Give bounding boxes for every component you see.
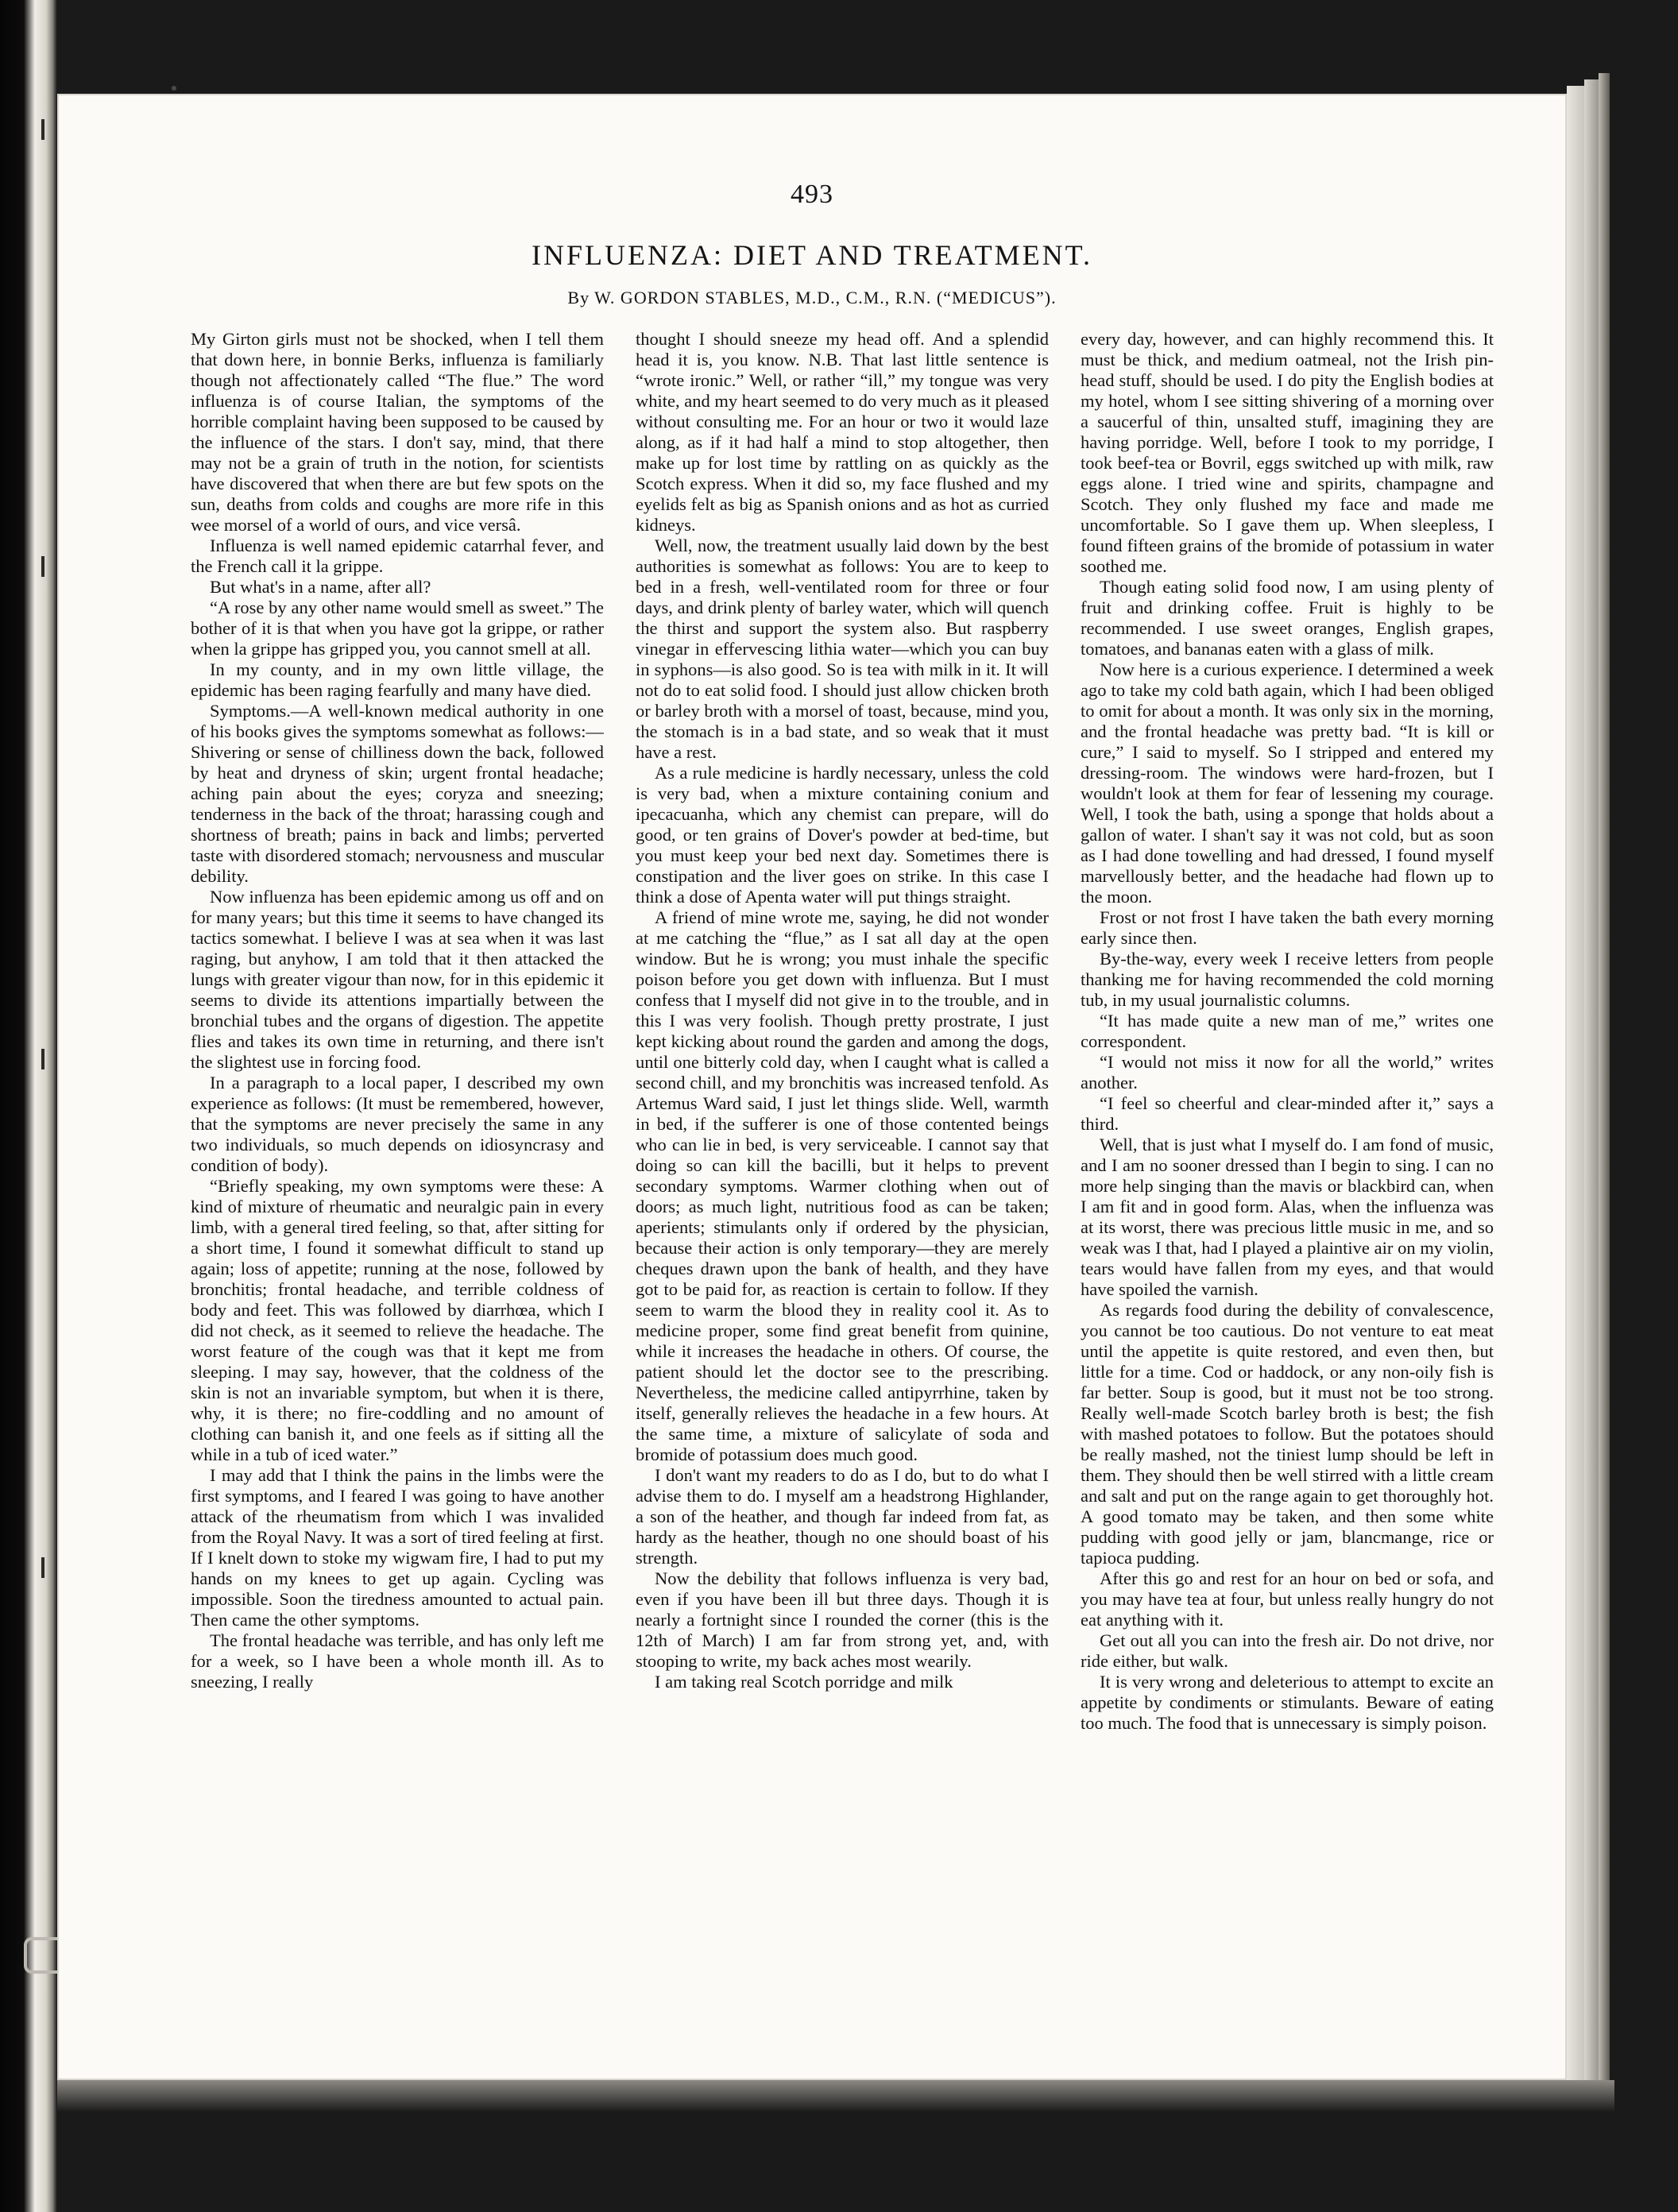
article-paragraph: Though eating solid food now, I am using plenty of fruit and drinking coffee. Fruit is highly to be recommended. I use sweet oranges, English grapes, tomatoes, and bananas eaten with a glass of milk. xyxy=(1081,577,1494,659)
article-paragraph: I may add that I think the pains in the limbs were the first symptoms, and I feared I was going to have another attack of the rheumatism from which I was invalided from the Royal Navy. It was a sort of tired feeling at first. If I knelt down to stoke my wigwam fire, I had to put my hands on my knees to get up again. Cycling was impossible. Soon the tiredness amounted to actual pain. Then came the other symptoms. xyxy=(191,1465,604,1630)
page-number: 493 xyxy=(791,180,833,209)
page-shadow xyxy=(57,2080,1614,2112)
article-paragraph: Now here is a curious experience. I determined a week ago to take my cold bath again, which I had been obliged to omit for about a month. It was only six in the morning, and the frontal headache was pretty bad. “It is kill or cure,” I said to myself. So I stripped and entered my dressing-room. The windows were hard-frozen, but I wouldn't look at them for fear of lessening my courage. Well, I took the bath, using a sponge that holds about a gallon of water. I shan't say it was not cold, but as soon as I had done towelling and had dressed, I found myself marvellously better, and the headache had flown up to the moon. xyxy=(1081,659,1494,907)
page-edge xyxy=(1567,86,1584,2088)
article-paragraph: I am taking real Scotch porridge and milk xyxy=(655,1672,953,1692)
article-paragraph: I don't want my readers to do as I do, but to do what I advise them to do. I myself am a headstrong Highlander, a son of the heather, and though far indeed from fat, as hardy as the heather, though no one should boast of his strength. xyxy=(636,1465,1049,1568)
article-paragraph: In a paragraph to a local paper, I described my own experience as follows: (It must be remembered, however, that the symptoms are never precisely the same in any two individuals, so much depends on idiosyncrasy and condition of body). xyxy=(191,1073,604,1175)
article-paragraph: “Briefly speaking, my own symptoms were these: A kind of mixture of rheumatic and neuralgic pain in every limb, with a general tired feeling, so that, after sitting for a short time, I found it somewhat difficult to stand up again; loss of appetite; running at the nose, followed by bronchitis; frontal headache, and terrible coldness of body and feet. This was followed by diarrhœa, which I did not check, as it seemed to relieve the headache. The worst feature of the cough was that it kept me from sleeping. I may say, however, that the coldness of the skin is not an invariable symptom, but when it is there, why, it is there; no fire-coddling and no amount of clothing can banish it, and one feels as if sitting all the while in a tub of iced water.” xyxy=(191,1176,604,1464)
article-paragraph: “I feel so cheerful and clear-minded after it,” says a third. xyxy=(1081,1093,1494,1134)
binding-mark xyxy=(41,1557,44,1578)
article-paragraph: In my county, and in my own little village, the epidemic has been raging fearfully and many have died. xyxy=(191,659,604,700)
binding-mark xyxy=(41,119,44,140)
article-paragraph: Get out all you can into the fresh air. Do not drive, nor ride either, but walk. xyxy=(1081,1630,1494,1671)
article-paragraph: “I would not miss it now for all the world,” writes another. xyxy=(1081,1052,1494,1092)
article-paragraph: Now influenza has been epidemic among us off and on for many years; but this time it seems to have changed its tactics somewhat. I believe I was at sea when it was last raging, but anyhow, I am told that it then attacked the lungs with greater vigour than now, for in this epidemic it seems to divide its attentions impartially between the bronchial tubes and the organs of digestion. The appetite flies and takes its own time in returning, and there isn't the slightest use in forcing food. xyxy=(191,887,604,1072)
article-paragraph: After this go and rest for an hour on bed or sofa, and you may have tea at four, but unless really hungry do not eat anything with it. xyxy=(1081,1568,1494,1630)
article-body xyxy=(191,329,1494,2037)
article-paragraph: Frost or not frost I have taken the bath every morning early since then. xyxy=(1081,907,1494,948)
article-paragraph: thought I should sneeze my head off. And a splendid head it is, you know. N.B. That last little sentence is “wrote ironic.” Well, or rather “ill,” my tongue was very white, and my heart seemed to do very much as it pleased without consulting me. For an hour or two it would laze along, as if it had half a mind to stop altogether, then make up for lost time by rattling on as quickly as the Scotch express. When it did so, my face flushed and my eyelids felt as big as Spanish onions and as hot as curried kidneys. xyxy=(636,329,1049,535)
article-paragraph: Well, that is just what I myself do. I am fond of music, and I am no sooner dressed than I begin to sing. I can no more help singing than the mavis or blackbird can, when I am fit and in good form. Alas, when the influenza was at its worst, there was precious little music in me, and so weak was I that, had I played a plaintive air on my violin, tears would have fallen from my eyes, and that would have spoiled the varnish. xyxy=(1081,1135,1494,1299)
text-column-2 xyxy=(636,329,1049,2037)
binding-mark xyxy=(41,556,44,577)
article-paragraph: My Girton girls must not be shocked, when I tell them that down here, in bonnie Berks, influenza is familiarly though not affectionately called “The flue.” The word influenza is of course Italian, the symptoms of the horrible complaint having been supposed to be caused by the influence of the stars. I don't say, mind, that there may not be a grain of truth in the notion, for scientists have discovered that when there are but few spots on the sun, deaths from colds and coughs are more rife in this wee morsel of a world of ours, and vice versâ. xyxy=(191,329,604,535)
article-paragraph: Symptoms.—A well-known medical authority in one of his books gives the symptoms somewhat as follows:—Shivering or sense of chilliness down the back, followed by heat and dryness of skin; urgent frontal headache; aching pain about the eyes; coryza and sneezing; tenderness in the back of the throat; harassing cough and shortness of breath; pains in back and limbs; perverted taste with disordered stomach; nervousness and muscular debility. xyxy=(191,701,604,886)
article-paragraph: But what's in a name, after all? xyxy=(210,577,431,597)
article-paragraph: It is very wrong and deleterious to attempt to excite an appetite by condiments or stimulants. Beware of eating too much. The food that is unnecessary is simply poison. xyxy=(1081,1672,1494,1733)
binding-mark xyxy=(41,1049,44,1069)
article-paragraph: every day, however, and can highly recommend this. It must be thick, and medium oatmeal, not the Irish pin-head stuff, should be used. I do pity the English bodies at my hotel, whom I see sitting shivering of a morning over a saucerful of thin, unsalted stuff, imagining they are having porridge. Well, before I took to my porridge, I took beef-tea or Bovril, eggs switched up with milk, raw eggs alone. I tried wine and spirits, champagne and Scotch. They only flushed my face and made me uncomfortable. So I gave them up. When sleepless, I found fifteen grains of the bromide of potassium in water soothed me. xyxy=(1081,329,1494,576)
article-paragraph: Now the debility that follows influenza is very bad, even if you have been ill but three days. Though it is nearly a fortnight since I rounded the corner (this is the 12th of March) I am far from strong yet, and, with stooping to write, my back aches most wearily. xyxy=(636,1568,1049,1671)
text-column-1 xyxy=(191,329,604,2037)
article-paragraph: A friend of mine wrote me, saying, he did not wonder at me catching the “flue,” as I sat all day at the open window. But he is wrong; you must inhale the specific poison before you get down with influenza. But I must confess that I myself did not give in to the trouble, and in this I was very foolish. Though pretty prostrate, I just kept kicking about round the garden and among the dogs, until one bitterly cold day, when I caught what is called a second chill, and my bronchitis was increased tenfold. As Artemus Ward said, I just let things slide. Well, warmth in bed, if the sufferer is one of those contented beings who can lie in bed, is very serviceable. I cannot say that doing so can kill the bacilli, but it helps to prevent secondary symptoms. Warmer clothing when out of doors; as much light, nutritious food as can be taken; aperients; stimulants only if ordered by the physician, because their action is only temporary—they are merely cheques drawn upon the bank of health, and they have got to be paid for, as reaction is certain to follow. If they seem to warm the blood they in reality cool it. As to medicine proper, some find great benefit from quinine, while it increases the headache in others. Of course, the patient should let the doctor see to the prescribing. Nevertheless, the medicine called antipyrrhine, taken by itself, generally relieves the headache in a few hours. At the same time, a mixture of salicylate of soda and bromide of potassium does much good. xyxy=(636,907,1049,1464)
text-column-3 xyxy=(1081,329,1494,2037)
article-paragraph: By-the-way, every week I receive letters from people thanking me for having recommended the cold morning tub, in my usual journalistic columns. xyxy=(1081,949,1494,1010)
page-edge xyxy=(1599,73,1610,2101)
article-byline: By W. GORDON STABLES, M.D., C.M., R.N. (“MEDICUS”). xyxy=(567,288,1057,307)
article-paragraph: Influenza is well named epidemic catarrhal fever, and the French call it la grippe. xyxy=(191,536,604,576)
book-binding xyxy=(0,0,57,2212)
document-page xyxy=(57,94,1567,2080)
article-title: INFLUENZA: DIET AND TREATMENT. xyxy=(532,239,1092,271)
scan-dust xyxy=(172,86,176,91)
article-paragraph: As a rule medicine is hardly necessary, unless the cold is very bad, when a mixture containing conium and ipecacuanha, which any chemist can prepare, will do good, or ten grains of Dover's powder at bed-time, but you must keep your bed next day. Sometimes there is constipation and the liver goes on strike. In this case I think a dose of Apenta water will put things straight. xyxy=(636,763,1049,907)
article-paragraph: Well, now, the treatment usually laid down by the best authorities is somewhat as follows: You are to keep to bed in a fresh, well-ventilated room for three or four days, and drink plenty of barley water, which will quench the thirst and support the system also. But raspberry vinegar in effervescing lithia water—which you can buy in syphons—is also good. So is tea with milk in it. It will not do to eat solid food. I should just allow chicken broth or barley broth with a morsel of toast, because, mind you, the stomach is in a bad state, and so weak that it must have a rest. xyxy=(636,536,1049,762)
page-edge xyxy=(1584,79,1599,2094)
article-paragraph: As regards food during the debility of convalescence, you cannot be too cautious. Do not venture to eat meat until the appetite is quite restored, and even then, but little for a time. Cod or haddock, or any non-oily fish is far better. Soup is good, but it must not be too strong. Really well-made Scotch barley broth is best; the fish with mashed potatoes to follow. But the potatoes should be really mashed, not the tiniest lump should be left in them. They should then be well stirred with a little cream and salt and put on the range again to get thoroughly hot. A good tomato may be taken, and then some white pudding with good jelly or jam, blancmange, rice or tapioca pudding. xyxy=(1081,1300,1494,1568)
article-paragraph: “It has made quite a new man of me,” writes one correspondent. xyxy=(1081,1011,1494,1051)
article-paragraph: The frontal headache was terrible, and has only left me for a week, so I have been a whole month ill. As to sneezing, I really xyxy=(191,1630,604,1692)
article-paragraph: “A rose by any other name would smell as sweet.” The bother of it is that when you have got la grippe, or rather when la grippe has gripped you, you cannot smell at all. xyxy=(191,597,604,659)
